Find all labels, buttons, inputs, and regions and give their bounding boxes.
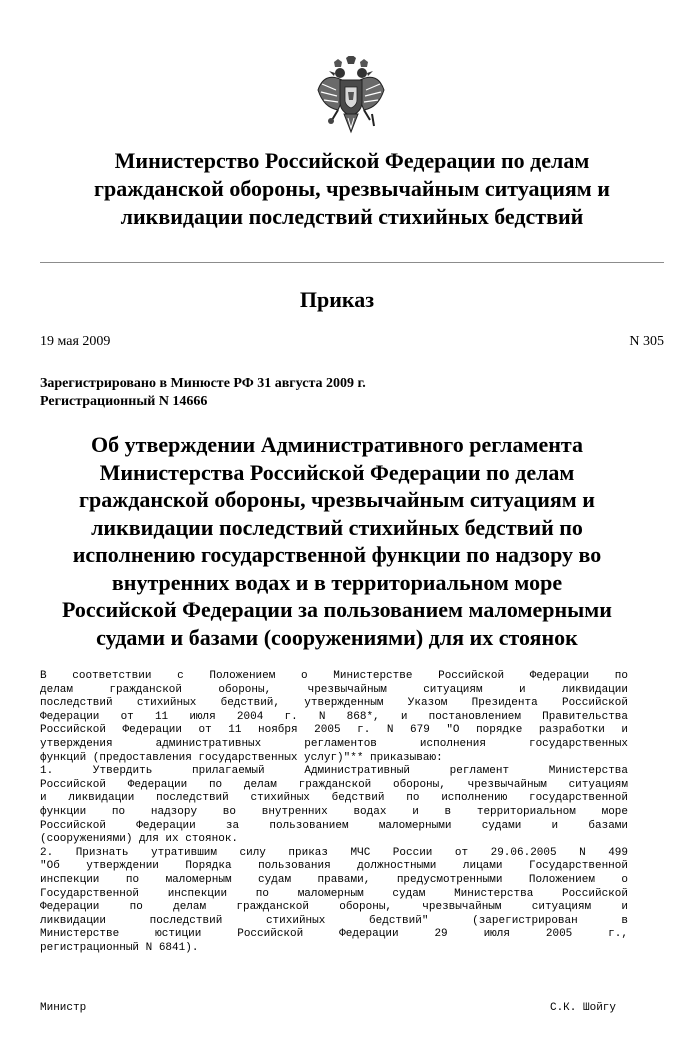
body-line: В соответствии с Положением о Министерстве Российской Федерации по (40, 670, 628, 682)
body-line: 2. Признать утратившим силу приказ МЧС России от 29.06.2005 N 499 (40, 846, 628, 859)
body-line: инспекции по маломерным судам правами, предусмотренными Положением о (40, 873, 628, 886)
body-line: регистрационный N 6841). (40, 941, 199, 954)
subject-line: внутренних водах и в территориальном море (111, 569, 563, 595)
body-line: Федерации по делам гражданской обороны, чрезвычайным ситуациям и (40, 901, 628, 914)
body-line: Государственной инспекции по маломерным судам Министерства Российской (40, 887, 628, 900)
ministry-name (40, 147, 664, 231)
registration-info (40, 375, 366, 411)
subject-line: Российской Федерации за пользованием маломерными (62, 597, 612, 622)
body-line: утверждения административных регламентов исполнения государственных (40, 737, 628, 750)
subject-line: гражданской обороны, чрезвычайным ситуациям и (79, 487, 595, 512)
body-line: последствий стихийных бедствий, утвержденным Указом Президента Российской (40, 697, 628, 710)
order-date: 19 мая 2009 (40, 334, 111, 349)
subject-line: исполнению государственной функции по надзору во (72, 542, 602, 567)
russian-coat-of-arms-icon (316, 56, 386, 134)
order-body-text (40, 670, 628, 955)
body-line: Российской Федерации за пользованием маломерными судами и базами (40, 819, 628, 832)
body-line: Российской Федерации по делам гражданской обороны, чрезвычайным ситуациям (40, 778, 628, 791)
body-line: и ликвидации последствий стихийных бедствий по исполнению государственной (40, 792, 628, 805)
order-subject-title (0, 431, 674, 651)
signatory-name: С.К. Шойгу (549, 1002, 616, 1014)
subject-line: ликвидации последствий стихийных бедствий по (91, 514, 583, 540)
subject-line: судами и базами (сооружениями) для их стоянок (96, 624, 578, 650)
subject-line: Министерства Российской Федерации по делам (99, 459, 575, 485)
ministry-name-line: ликвидации последствий стихийных бедствий (120, 204, 584, 229)
ministry-name-line: гражданской обороны, чрезвычайным ситуациям и (94, 176, 610, 201)
body-line: ликвидации последствий стихийных бедствий" (зарегистрирован в (40, 914, 628, 927)
ministry-name-line: Министерство Российской Федерации по делам (114, 148, 590, 173)
body-line: делам гражданской обороны, чрезвычайным ситуациям и ликвидации (40, 683, 628, 696)
signature-block (40, 1001, 616, 1015)
registration-line: Зарегистрировано в Минюсте РФ 31 августа 2009 г. (40, 376, 366, 391)
signatory-title: Министр (40, 1002, 87, 1014)
body-line: функции по надзору во внутренних водах и в территориальном море (40, 805, 628, 818)
registration-number: Регистрационный N 14666 (40, 394, 208, 409)
subject-line: Об утверждении Административного регламента (91, 432, 583, 457)
body-line: Министерстве юстиции Российской Федерации 29 июля 2005 г., (40, 928, 628, 941)
order-number: N 305 (629, 334, 664, 349)
document-type-title: Приказ (299, 287, 375, 312)
body-line: Федерации от 11 июля 2004 г. N 868*, и постановлением Правительства (40, 710, 628, 723)
body-line: функций (предоставления государственных услуг)"** приказываю: (40, 751, 443, 764)
body-line: "Об утверждении Порядка пользования должностными лицами Государственной (40, 860, 628, 873)
body-line: 1. Утвердить прилагаемый Административный регламент Министерства (40, 765, 628, 778)
body-line: (сооружениями) для их стоянок. (40, 833, 239, 846)
body-line: Российской Федерации от 11 ноября 2005 г. N 679 "О порядке разработки и (40, 724, 628, 737)
header-divider (40, 262, 664, 263)
